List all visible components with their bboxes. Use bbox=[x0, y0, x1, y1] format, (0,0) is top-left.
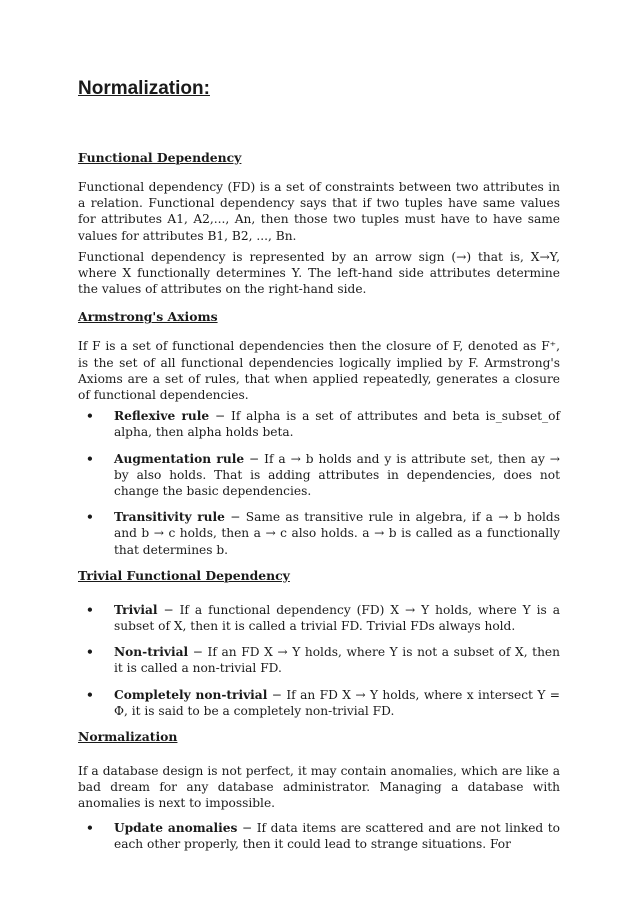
bullet-icon: • bbox=[86, 602, 94, 617]
bullet-icon: • bbox=[86, 687, 94, 702]
list-item-term: Reflexive rule bbox=[114, 409, 210, 424]
list-item bbox=[86, 820, 560, 852]
bullet-list bbox=[78, 820, 560, 852]
section-heading-normalization: Normalization bbox=[78, 729, 178, 745]
bullet-list bbox=[78, 408, 560, 558]
list-item-term: Augmentation rule bbox=[114, 451, 245, 466]
list-item-term: Transitivity rule bbox=[114, 510, 225, 525]
paragraph: Functional dependency is represented by an arrow sign (→) that is, X→Y, where X functionally determines Y. The left-hand side attributes determine the values of attributes on the right-hand side. bbox=[78, 249, 560, 297]
list-item-term: Non-trivial bbox=[114, 645, 189, 660]
paragraph: If a database design is not perfect, it may contain anomalies, which are like a bad dream for any database administrator. Managing a database with anomalies is next to impossible. bbox=[78, 764, 560, 811]
list-item bbox=[86, 451, 560, 500]
section-heading-armstrongs-axioms: Armstrong's Axioms bbox=[78, 309, 218, 325]
bullet-list bbox=[78, 602, 560, 719]
bullet-icon: • bbox=[86, 820, 94, 835]
section-heading-functional-dependency: Functional Dependency bbox=[78, 150, 242, 165]
list-item bbox=[86, 602, 560, 634]
list-item-text: − If alpha is a set of attributes and beta is_subset_of alpha, then alpha holds beta. bbox=[114, 409, 560, 440]
list-item-text: − If a functional dependency (FD) X → Y holds, where Y is a subset of X, then it is called a trivial FD. Trivial FDs always hold. bbox=[114, 602, 560, 634]
list-item bbox=[86, 408, 560, 440]
page-title: Normalization: bbox=[78, 78, 210, 99]
list-item-text: − If an FD X → Y holds, where Y is not a subset of X, then it is called a non-trivial FD. bbox=[114, 645, 560, 676]
list-item-term: Update anomalies bbox=[114, 820, 238, 835]
paragraph: If F is a set of functional dependencies then the closure of F, denoted as F⁺, is the set of all functional dependencies logically implied by F. Armstrong's Axioms are a set of rules, that when applied repeatedly, generates a closure of functional dependencies. bbox=[78, 339, 560, 403]
list-item bbox=[86, 687, 561, 719]
bullet-icon: • bbox=[86, 409, 94, 424]
section-heading-trivial-functional-dependency: Trivial Functional Dependency bbox=[78, 567, 290, 583]
paragraph: Functional dependency (FD) is a set of constraints between two attributes in a relation. Functional dependency says that if two tuples have same values for attributes A1, A2,..., An, then those two tuples must have to have same values for attributes B1, B2, ..., Bn. bbox=[78, 180, 560, 243]
list-item-term: Trivial bbox=[114, 602, 158, 617]
bullet-icon: • bbox=[86, 645, 94, 660]
bullet-icon: • bbox=[86, 510, 94, 525]
list-item-text: − If a → b holds and y is attribute set, then ay → by also holds. That is adding attributes in dependencies, does not change the basic dependencies. bbox=[114, 451, 560, 499]
bullet-icon: • bbox=[86, 451, 94, 466]
list-item-text: − If data items are scattered and are not linked to each other properly, then it could lead to strange situations. For bbox=[114, 820, 560, 851]
list-item-text: − Same as transitive rule in algebra, if a → b holds and b → c holds, then a → c also holds. a → b is called as a functionally that determines b. bbox=[114, 510, 560, 557]
list-item-text: − If an FD X → Y holds, where x intersect Y = Φ, it is said to be a completely non-trivial FD. bbox=[114, 687, 561, 718]
list-item bbox=[86, 644, 560, 676]
list-item bbox=[86, 509, 560, 558]
list-item-term: Completely non-trivial bbox=[114, 687, 268, 702]
